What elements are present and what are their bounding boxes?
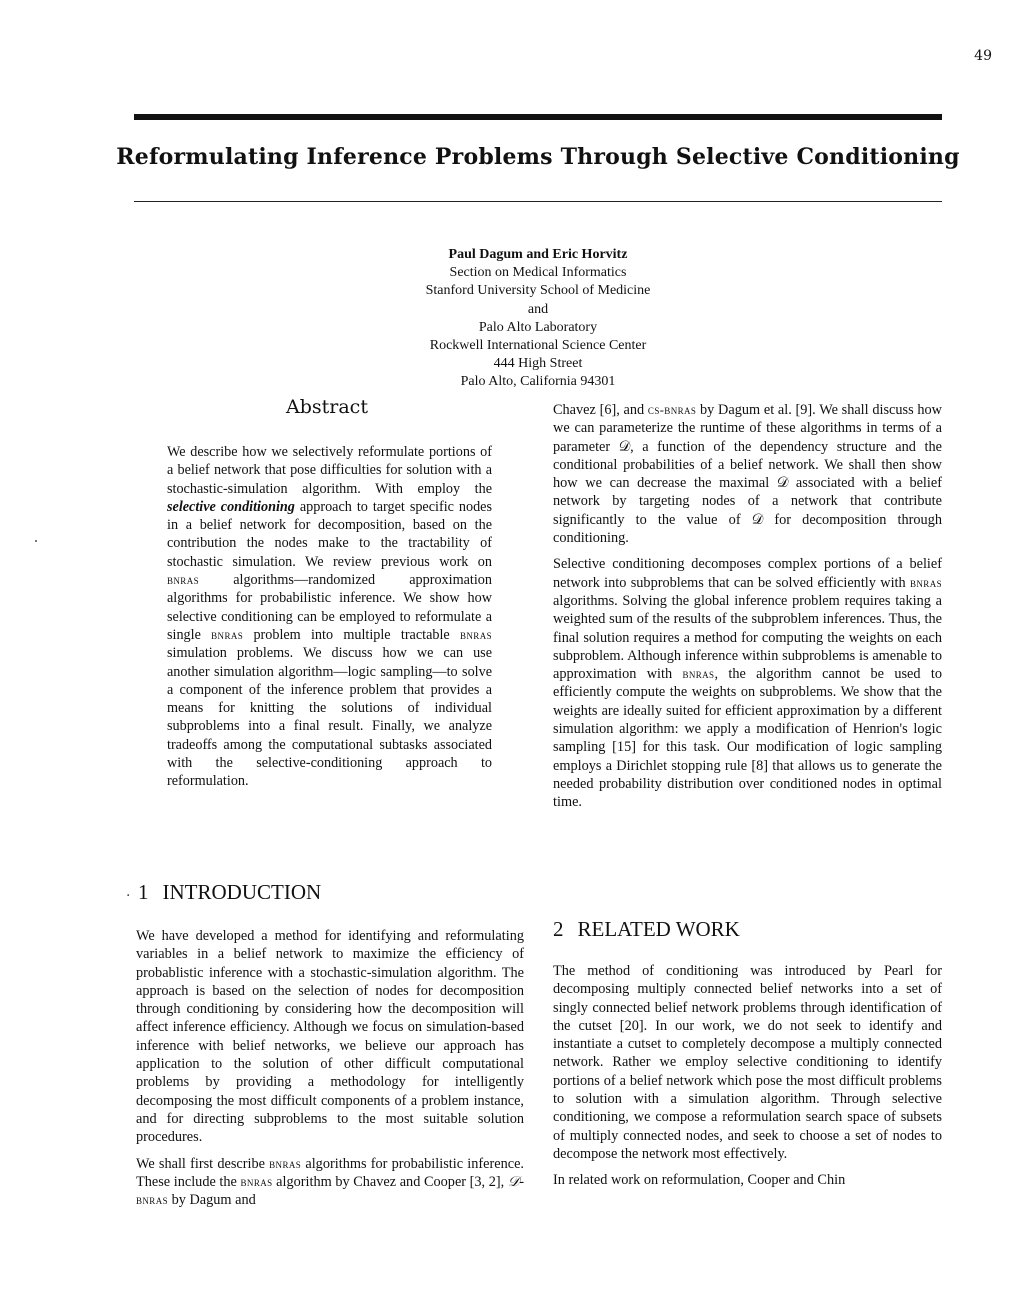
page-number: 49 [974, 48, 992, 64]
paragraph: Chavez [6], and cs-bnras by Dagum et al. [9]. We shall discuss how we can parameterize the runtime of these algorithms in terms of a parameter 𝒟, a function of the dependency structure and the conditional probabilities of a belief network. We shall then show how we can decrease the maximal 𝒟 associated with a belief network by targeting nodes of a network that contribute significantly to the value of 𝒟 for decomposition through conditioning. [553, 402, 942, 547]
affiliation-line: Rockwell International Science Center [429, 338, 647, 354]
paragraph: We shall first describe bnras algorithms for probabilistic inference. These include the bnras algorithm by Chavez and Cooper [3, 2], 𝒟-bnras by Dagum and [136, 1155, 525, 1209]
paragraph: In related work on reformulation, Cooper and Chin [553, 1172, 846, 1189]
paper-title: Reformulating Inference Problems Through Selective Conditioning [116, 144, 960, 170]
section-heading-introduction [138, 880, 321, 905]
author-names: Paul Dagum and Eric Horvitz [448, 247, 628, 262]
author-block [370, 246, 706, 392]
title-rule-top [134, 114, 942, 120]
section-heading-related-work [553, 917, 740, 942]
section-title: INTRODUCTION [162, 880, 322, 904]
paragraph: The method of conditioning was introduced by Pearl for decomposing multiply connected belief networks into a set of singly connected belief network problems through identification of the cutset [20]. In our work, we do not seek to identify and instantiate a cutset to completely decompose a multiply connected network. Rather we employ selective conditioning to identify portions of a belief network which pose the most difficult problems to solution with a simulation algorithm. Through selective conditioning, we compose a reformulation search space of subsets of multiply connected nodes, and seek to choose a set of nodes to decompose the network most effectively. [553, 963, 942, 1162]
section-title: RELATED WORK [577, 917, 740, 941]
title-rule-bottom [134, 201, 942, 202]
introduction-continued [553, 401, 942, 820]
introduction-body [136, 927, 524, 1217]
affiliation-line: 444 High Street [493, 356, 583, 372]
section-number: 2 [553, 917, 564, 941]
scan-speck [35, 540, 37, 542]
abstract-text: We describe how we selectively reformulate portions of a belief network that pose difficulties for solution with a stochastic-simulation algorithm. With employ the selective conditioning approach to target specific nodes in a belief network for decomposition, based on the contribution the nodes make to the tractability of stochastic simulation. We review previous work on bnras algorithms—randomized approximation algorithms for probabilistic inference. We show how selective conditioning can be employed to reformulate a single bnras problem into multiple tractable bnras simulation problems. We discuss how we can use another simulation algorithm—logic sampling—to solve a component of the inference problem that provides a means for knitting the solutions of individual subproblems into a final result. Finally, we analyze tradeoffs among the computational subtasks associated with the selective-conditioning approach to reformulation. [167, 444, 492, 790]
affiliation-line: and [527, 301, 549, 317]
affiliation-line: Stanford University School of Medicine [425, 283, 651, 299]
emphasis: selective conditioning [167, 498, 295, 515]
section-number: 1 [138, 880, 149, 904]
affiliation-line: Section on Medical Informatics [449, 265, 627, 281]
paragraph: We have developed a method for identifying and reformulating variables in a belief network to maximize the efficiency of probablistic inference with a stochastic-simulation algorithm. The approach is based on the selection of nodes for decomposition through conditioning by considering how the decomposition will affect inference efficiency. Although we focus on simulation-based inference with belief networks, we believe our approach has application to the solution of other difficult computational problems by providing a methodology for intelligently decomposing the most difficult components of a problem instance, and for directing subproblems to the most suitable solution procedures. [136, 928, 524, 1146]
related-work-body [553, 962, 942, 1198]
abstract-heading: Abstract [286, 396, 368, 418]
affiliation-line: Palo Alto Laboratory [478, 319, 598, 335]
paragraph: Selective conditioning decomposes complex portions of a belief network into subproblems that can be solved efficiently with bnras algorithms. Solving the global inference problem requires taking a weighted sum of the results of the subproblem inferences. Thus, the final solution requires a method for computing the weights on each subproblem. Although inference within subproblems is amenable to approximation with bnras, the algorithm cannot be used to efficiently compute the weights on subproblems. We show that the weights are ideally suited for efficient approximation by a different simulation algorithm: we apply a modification of Henrion's logic sampling [15] for this task. Our modification of logic sampling employs a Dirichlet stopping rule [8] that allows us to generate the needed probability distribution over conditioned nodes in optimal time. [553, 556, 942, 811]
affiliation-line: Palo Alto, California 94301 [460, 374, 616, 390]
margin-mark: · [126, 888, 131, 904]
